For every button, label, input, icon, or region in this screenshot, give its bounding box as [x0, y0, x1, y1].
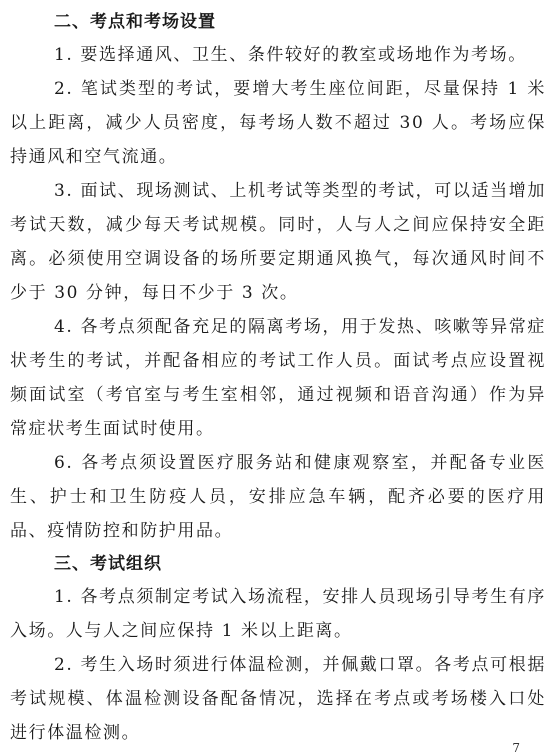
- paragraph-written-exam: 2. 笔试类型的考试，要增大考生座位间距，尽量保持 1 米以上距离，减少人员密度，每考场人数不超过 30 人。考场应保持通风和空气流通。: [10, 79, 546, 167]
- paragraph-entry-process: 1. 各考点须制定考试入场流程，安排人员现场引导考生有序入场。人与人之间应保持 1 米以上距离。: [10, 587, 546, 641]
- paragraph-medical-station: 6. 各考点须设置医疗服务站和健康观察室，并配备专业医生、护士和卫生防疫人员，安排应急车辆，配齐必要的医疗用品、疫情防控和防护用品。: [10, 453, 546, 541]
- document-page: [10, 6, 546, 750]
- page-number: 7: [512, 741, 520, 755]
- section-heading-exam-sites: 二、考点和考场设置: [54, 12, 216, 32]
- paragraph-isolation-room: 4. 各考点须配备充足的隔离考场，用于发热、咳嗽等异常症状考生的考试，并配备相应的考试工作人员。面试考点应设置视频面试室（考官室与考生室相邻，通过视频和语音沟通）作为异常症状考生面试时使用。: [10, 317, 546, 439]
- paragraph-interview-exam: 3. 面试、现场测试、上机考试等类型的考试，可以适当增加考试天数，减少每天考试规模。同时，人与人之间应保持安全距离。必须使用空调设备的场所要定期通风换气，每次通风时间不少于 30 分钟，每日不少于 3 次。: [10, 181, 546, 303]
- paragraph-temperature-check: 2. 考生入场时须进行体温检测，并佩戴口罩。各考点可根据考试规模、体温检测设备配备情况，选择在考点或考场楼入口处进行体温检测。: [10, 655, 546, 743]
- section-heading-exam-organization: 三、考试组织: [54, 554, 162, 574]
- paragraph-site-selection: 1. 要选择通风、卫生、条件较好的教室或场地作为考场。: [54, 45, 527, 65]
